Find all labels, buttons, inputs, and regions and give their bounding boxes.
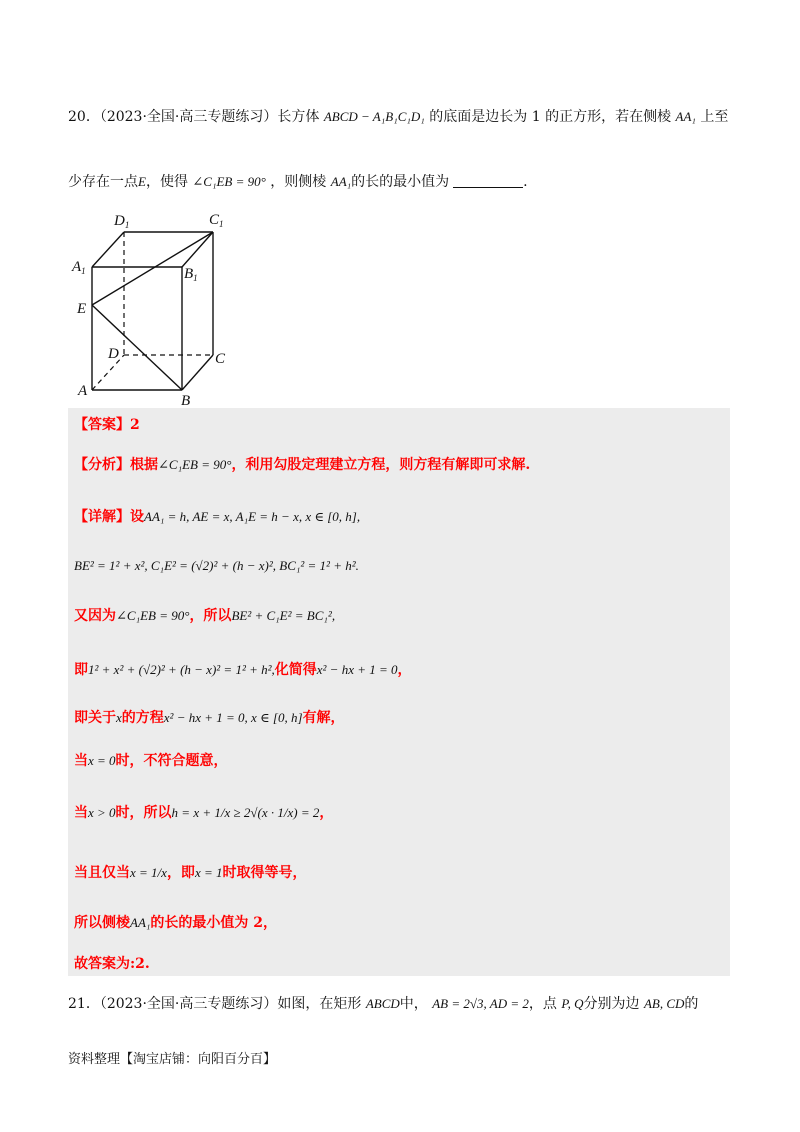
math-angle: ∠C₁EB = 90° — [192, 174, 266, 189]
problem-text: 的底面是边长为 1 的正方形，若在侧棱 — [429, 109, 672, 125]
equation-line — [74, 556, 359, 576]
math-solid: ABCD − A₁B₁C₁D₁ — [323, 109, 425, 124]
when-end: ， — [319, 805, 334, 821]
problem-20-line-1 — [68, 107, 728, 127]
min-line — [74, 913, 277, 933]
problem-text: 的长的最小值为 — [351, 174, 450, 190]
equation-1: BE² = 1² + x², C₁E² = (√2)² + (h − x)², BC₁² = 1² + h². — [74, 558, 359, 573]
analysis-label: 【分析】根据 — [74, 457, 158, 473]
problem-text: 中， — [399, 996, 428, 1012]
label-a1: $A_1$ — [72, 259, 86, 276]
simplify-label: 化简得 — [274, 662, 317, 678]
label-a: A — [78, 383, 88, 399]
when-zero-line — [74, 751, 228, 771]
iff-mid: ，即 — [166, 865, 195, 881]
simplify-end: ， — [397, 662, 412, 678]
detail-label: 【详解】设 — [74, 509, 144, 525]
when-positive-line — [74, 803, 333, 823]
about-line — [74, 708, 345, 728]
about-end: 有解， — [302, 710, 345, 726]
math-edge: AA₁ — [330, 174, 352, 189]
math-rect: ABCD — [365, 996, 400, 1011]
so-label: ，所以 — [189, 608, 232, 624]
when-label: 当 — [74, 805, 88, 821]
problem-20-line-2 — [68, 172, 528, 192]
label-c1: $C_1$ — [209, 212, 224, 229]
math-angle: ∠C₁EB = 90° — [116, 608, 190, 623]
problem-text: ，使得 — [145, 174, 188, 190]
iff-math-2: x = 1 — [194, 865, 223, 880]
math-dims: AB = 2√3, AD = 2 — [432, 996, 529, 1011]
simplify-math: x² − hx + 1 = 0 — [316, 662, 398, 677]
when-mid: 时，所以 — [115, 805, 172, 821]
ie-line — [74, 660, 412, 680]
problem-text: ，点 — [528, 996, 557, 1012]
math-angle: ∠C₁EB = 90° — [158, 457, 232, 472]
about-mid: 的方程 — [121, 710, 164, 726]
answer-blank — [453, 173, 523, 188]
detail-line — [74, 507, 360, 527]
min-end: 的长的最小值为 2， — [150, 915, 278, 931]
math-x: x — [116, 710, 122, 725]
iff-line — [74, 863, 306, 883]
solution-box — [68, 408, 730, 976]
iff-end: 时取得等号， — [222, 865, 307, 881]
label-b1: $B_1$ — [184, 266, 198, 283]
because-line — [74, 606, 335, 626]
analysis-text: ，利用勾股定理建立方程，则方程有解即可求解. — [231, 457, 531, 473]
when-math: x > 0 — [88, 805, 116, 820]
problem-source: （2023·全国·高三专题练习） — [99, 109, 278, 125]
label-c: C — [215, 351, 226, 367]
label-d: D — [108, 346, 119, 362]
math-edge: AA₁ — [675, 109, 696, 124]
math-pythagoras: BE² + C₁E² = BC₁², — [231, 608, 336, 623]
iff-math: x = 1/x — [130, 865, 167, 880]
problem-21-line-1 — [68, 994, 698, 1014]
page-footer: 资料整理【淘宝店铺：向阳百分百】 — [68, 1052, 277, 1067]
cuboid-figure — [70, 205, 240, 405]
problem-text: 长方体 — [277, 109, 320, 125]
math-sides: AB, CD — [643, 996, 685, 1011]
math-edge: AA₁ — [130, 915, 151, 930]
about-label: 即关于 — [74, 710, 116, 726]
problem-source: （2023·全国·高三专题练习） — [99, 996, 278, 1012]
math-e: E — [138, 174, 146, 189]
because-label: 又因为 — [74, 608, 116, 624]
final-answer: 故答案为:2. — [74, 956, 150, 972]
when-label: 当 — [74, 753, 88, 769]
problem-text: 上至 — [700, 109, 729, 125]
am-gm-formula: h = x + 1/x ≥ 2√(x · 1/x) = 2 — [171, 805, 320, 820]
label-b: B — [181, 393, 191, 405]
problem-number: 21． — [68, 996, 100, 1012]
problem-number: 20． — [68, 109, 100, 125]
label-d1: $D_1$ — [114, 213, 130, 230]
when-math: x = 0 — [88, 753, 116, 768]
problem-text: 如图，在矩形 — [277, 996, 362, 1012]
label-e: E — [77, 301, 87, 317]
ie-math: 1² + x² + (√2)² + (h − x)² = 1² + h², — [88, 662, 275, 677]
answer-line: 【答案】2 — [74, 417, 140, 433]
ie-label: 即 — [74, 662, 88, 678]
problem-text: . — [523, 174, 528, 190]
problem-text: 少存在一点 — [68, 174, 138, 190]
detail-math: AA₁ = h, AE = x, A₁E = h − x, x ∈ [0, h], — [144, 509, 361, 524]
problem-text: 的 — [684, 996, 699, 1012]
iff-label: 当且仅当 — [74, 865, 130, 881]
problem-text: 分别为边 — [583, 996, 640, 1012]
problem-text: ，则侧棱 — [270, 174, 327, 190]
when-end: 时，不符合题意， — [115, 753, 228, 769]
about-math: x² − hx + 1 = 0, x ∈ [0, h] — [163, 710, 303, 725]
min-label: 所以侧棱 — [74, 915, 130, 931]
analysis-line — [74, 455, 530, 475]
math-pq: P, Q — [561, 996, 584, 1011]
